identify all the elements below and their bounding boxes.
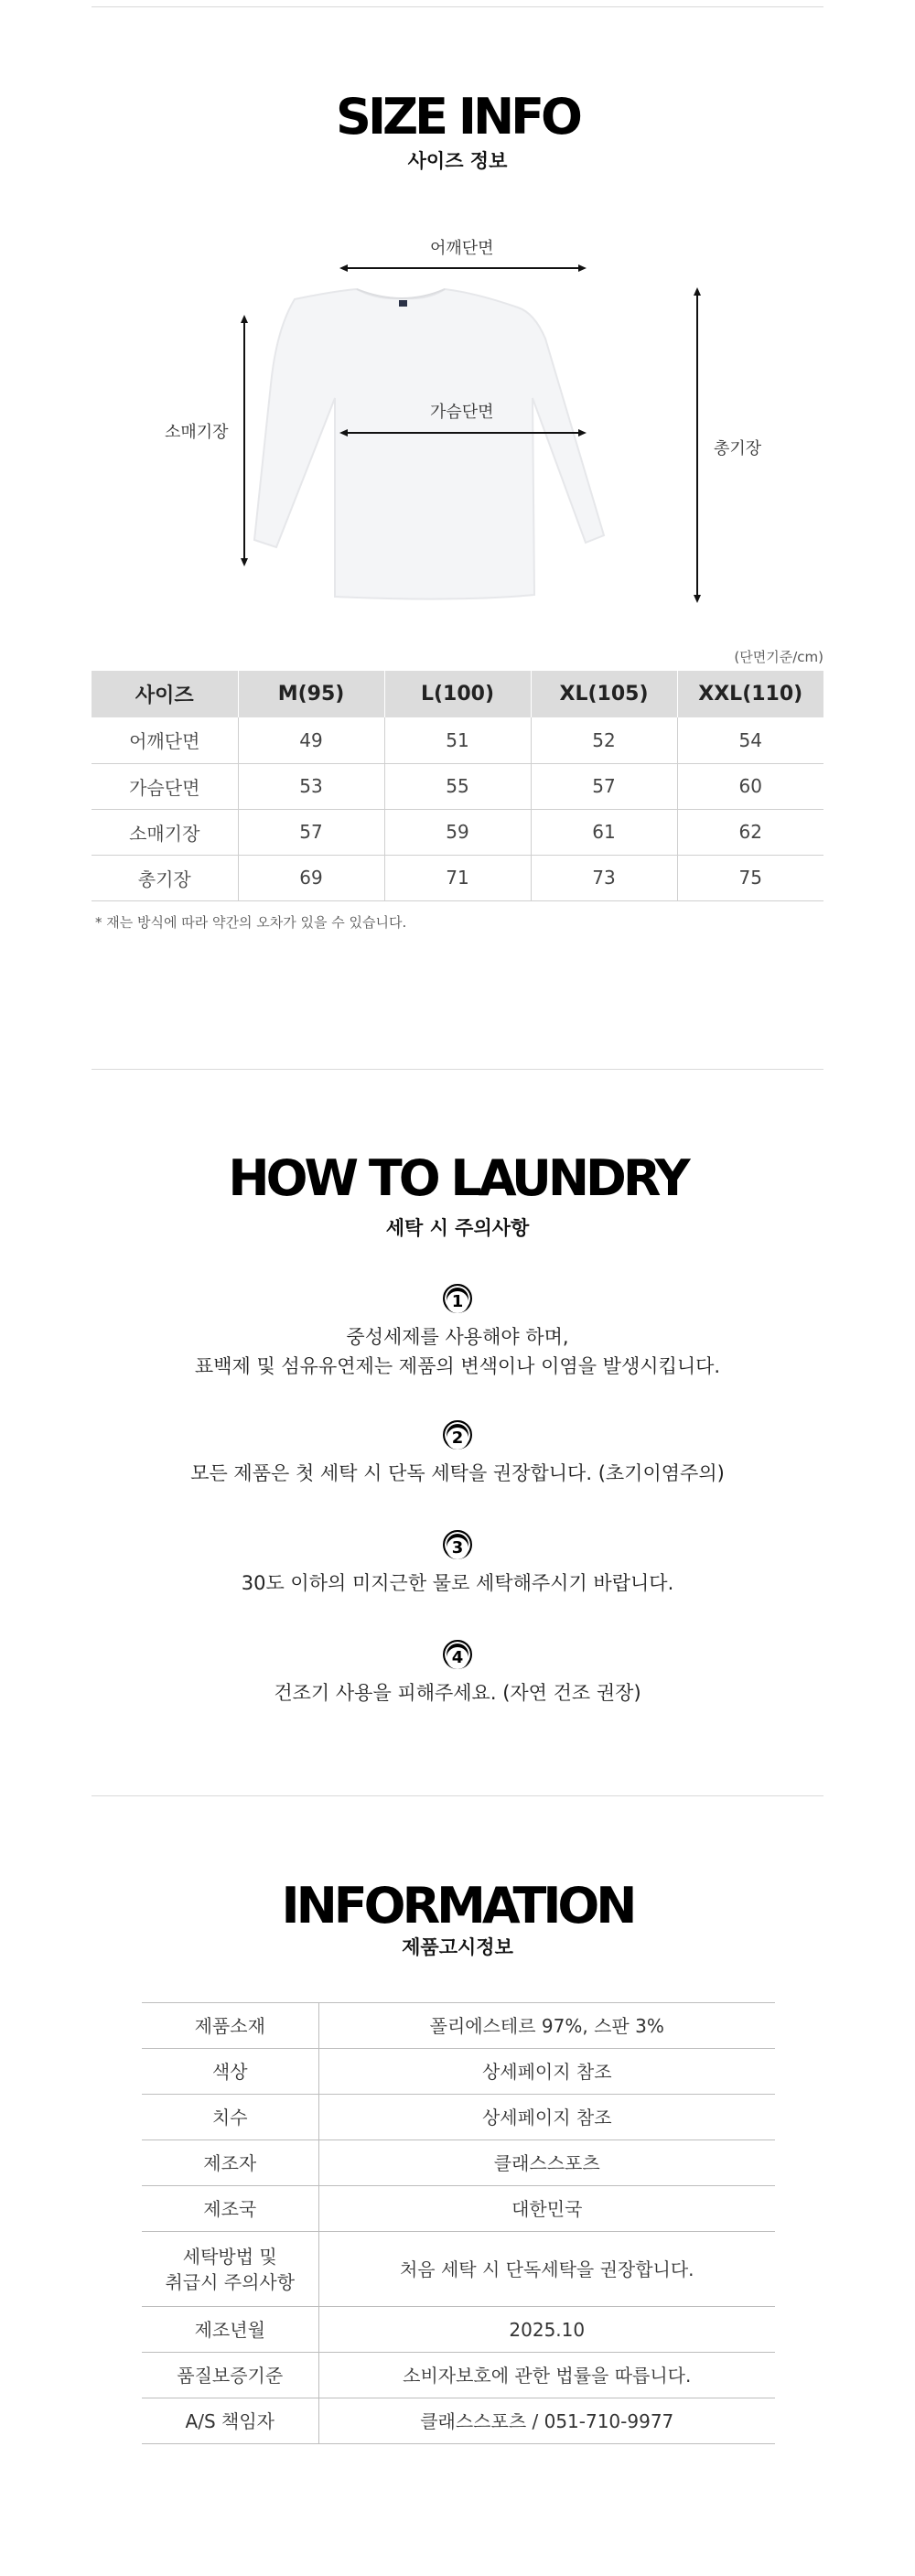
table-cell: 62 [677,809,824,855]
table-row [142,2049,775,2095]
brand-logo [399,300,407,307]
step-number-icon: 4 [443,1640,472,1669]
info-key: 품질보증기준 [142,2353,318,2398]
table-cell: 60 [677,763,824,809]
info-value: 폴리에스테르 97%, 스판 3% [318,2003,775,2049]
step-line: 표백제 및 섬유유연제는 제품의 변색이나 이염을 발생시킵니다. [194,1355,721,1377]
step-number-icon: 3 [443,1530,472,1559]
table-cell: 어깨단면 [92,717,238,763]
size-table [92,671,824,901]
laundry-step [0,1640,915,1708]
top-divider [92,6,824,7]
table-cell: 61 [531,809,677,855]
info-key: 제품소재 [142,2003,318,2049]
section-divider [92,1069,824,1070]
length-label: 총기장 [714,439,762,458]
table-cell: 49 [238,717,384,763]
information-title: INFORMATION [281,1877,634,1935]
table-row [142,2003,775,2049]
size-info-title: SIZE INFO [336,88,579,146]
info-value: 소비자보호에 관한 법률을 따릅니다. [318,2353,775,2398]
info-value: 클래스스포츠 / 051-710-9977 [318,2398,775,2444]
info-value: 2025.10 [318,2307,775,2353]
table-row [142,2398,775,2444]
table-cell: 69 [238,855,384,900]
table-cell: 59 [384,809,531,855]
table-row [92,809,824,855]
laundry-subtitle: 세탁 시 주의사항 [385,1217,530,1239]
info-key: 색상 [142,2049,318,2095]
info-key: 제조국 [142,2186,318,2232]
table-cell: 71 [384,855,531,900]
table-cell: 57 [531,763,677,809]
table-row [92,717,824,763]
header-cell: XL(105) [531,671,677,717]
table-cell: 54 [677,717,824,763]
info-key-line: 취급시 주의사항 [165,2270,296,2293]
size-diagram [137,229,778,613]
step-line: 건조기 사용을 피해주세요. (자연 건조 권장) [274,1682,641,1704]
info-key: 제조자 [142,2140,318,2186]
table-cell: 51 [384,717,531,763]
table-row [92,855,824,900]
info-key: 치수 [142,2095,318,2140]
information-table [142,2002,775,2444]
table-cell: 75 [677,855,824,900]
shoulder-label: 어깨단면 [430,239,494,258]
table-cell: 73 [531,855,677,900]
header-cell: XXL(110) [677,671,824,717]
table-row [142,2232,775,2307]
unit-note: (단면기준/cm) [734,649,824,665]
table-cell: 53 [238,763,384,809]
info-key-line: 세탁방법 및 [182,2245,277,2268]
step-text [0,1678,915,1708]
info-value: 대한민국 [318,2186,775,2232]
laundry-step [0,1530,915,1598]
table-row [142,2095,775,2140]
header-cell: L(100) [384,671,531,717]
header-cell: 사이즈 [92,671,238,717]
table-cell: 총기장 [92,855,238,900]
info-key [142,2232,318,2307]
step-line: 30도 이하의 미지근한 물로 세탁해주시기 바랍니다. [241,1572,674,1594]
information-subtitle: 제품고시정보 [402,1936,513,1958]
table-cell: 52 [531,717,677,763]
size-info-subtitle: 사이즈 정보 [407,150,508,172]
info-value: 상세페이지 참조 [318,2095,775,2140]
laundry-step [0,1420,915,1488]
step-text [0,1322,915,1381]
step-line: 모든 제품은 첫 세탁 시 단독 세탁을 권장합니다. (초기이염주의) [190,1462,725,1484]
step-number-icon: 2 [443,1420,472,1450]
info-key: A/S 책임자 [142,2398,318,2444]
step-text [0,1568,915,1598]
step-text [0,1459,915,1488]
chest-label: 가슴단면 [430,403,494,422]
sleeve-label: 소매기장 [165,423,229,442]
section-divider [92,1795,824,1796]
table-cell: 소매기장 [92,809,238,855]
info-value: 클래스스포츠 [318,2140,775,2186]
table-row [142,2186,775,2232]
size-note: * 재는 방식에 따라 약간의 오차가 있을 수 있습니다. [95,914,407,931]
table-cell: 55 [384,763,531,809]
table-row [142,2140,775,2186]
info-value: 상세페이지 참조 [318,2049,775,2095]
info-value: 처음 세탁 시 단독세탁을 권장합니다. [318,2232,775,2307]
step-number-icon: 1 [443,1284,472,1313]
table-cell: 가슴단면 [92,763,238,809]
size-table-header [92,671,824,717]
laundry-title: HOW TO LAUNDRY [228,1149,687,1207]
header-cell: M(95) [238,671,384,717]
tshirt-icon [254,289,604,599]
table-row [142,2353,775,2398]
laundry-step [0,1284,915,1381]
step-line: 중성세제를 사용해야 하며, [346,1326,569,1348]
table-row [92,763,824,809]
info-key: 제조년월 [142,2307,318,2353]
table-cell: 57 [238,809,384,855]
table-row [142,2307,775,2353]
